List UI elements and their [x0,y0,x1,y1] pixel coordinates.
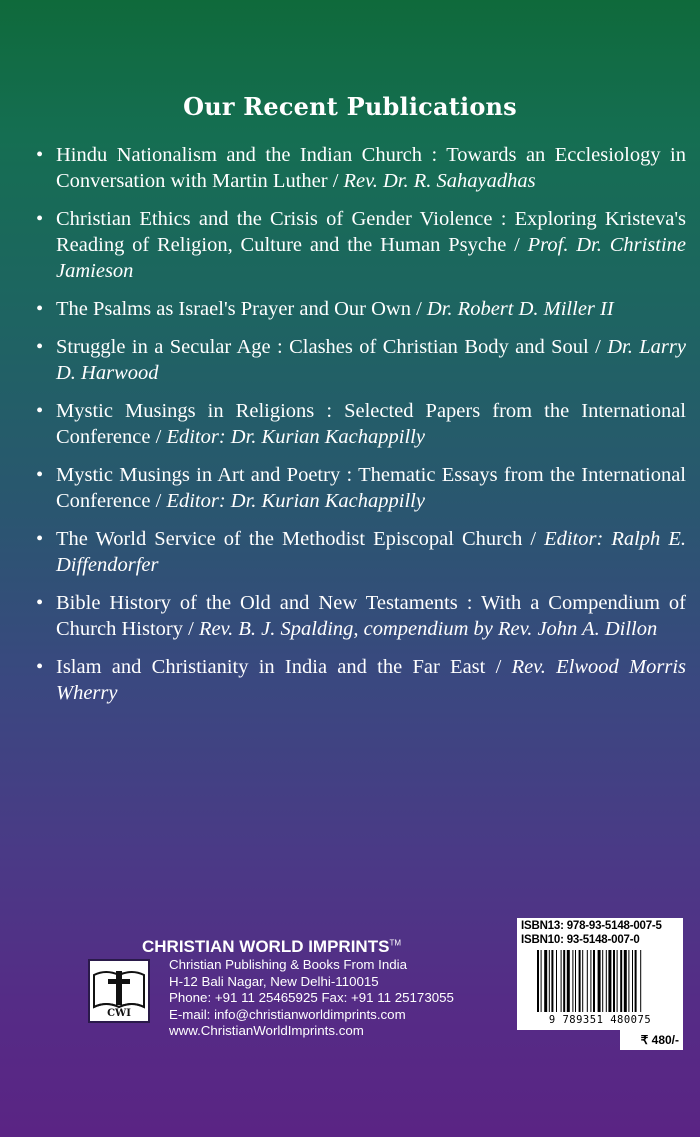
trademark: TM [389,938,401,948]
bullet: • [36,208,44,230]
publication-title: The World Service of the Methodist Episcopal Church [56,528,523,550]
price-tag: ₹ 480/- [620,1030,683,1050]
publisher-email: E-mail: info@christianworldimprints.com [169,1006,406,1022]
list-item [34,206,686,284]
separator: / [327,170,344,192]
publication-author: Rev. Dr. R. Sahayadhas [343,170,536,192]
publisher-address: H-12 Bali Nagar, New Delhi-110015 [169,973,379,989]
isbn-block [517,918,683,1030]
separator: / [182,618,199,640]
separator: / [522,528,545,550]
bullet: • [36,144,44,166]
publication-title: Christian Ethics and the Crisis of Gender Violence : Exploring Kristeva's Reading of Religion, Culture and the Human Psyche [56,208,686,256]
barcode-icon [537,950,665,1012]
publication-title: Mystic Musings in Religions : Selected Papers from the International Conference [56,400,686,448]
separator: / [588,336,608,358]
list-item [34,462,686,514]
publication-title: Bible History of the Old and New Testaments : With a Compendium of Church History [56,592,686,640]
barcode-digits: 9 789351 480075 [548,1014,652,1026]
isbn10: ISBN10: 93-5148-007-0 [521,934,640,946]
list-item [34,590,686,642]
list-item [34,334,686,386]
publication-author: Dr. Larry D. Harwood [56,336,686,384]
list-item [34,654,686,706]
separator: / [150,490,167,512]
publication-title: The Psalms as Israel's Prayer and Our Own [56,298,411,320]
publication-author: Rev. Elwood Morris Wherry [56,656,686,704]
separator: / [485,656,512,678]
list-item [34,398,686,450]
publication-title: Mystic Musings in Art and Poetry : Thematic Essays from the International Conference [56,464,686,512]
isbn13: ISBN13: 978-93-5148-007-5 [521,920,662,932]
publication-author: Editor: Dr. Kurian Kachappilly [166,490,425,512]
publisher-tagline: Christian Publishing & Books From India [169,957,407,972]
bullet: • [36,464,44,486]
publisher-website: www.ChristianWorldImprints.com [169,1023,364,1038]
publication-list [34,142,686,718]
logo-text: CWI [107,1008,131,1019]
publisher-contact [169,957,509,1040]
publisher-logo [88,959,150,1023]
list-item [34,142,686,194]
bullet: • [36,298,44,320]
bullet: • [36,336,44,358]
publication-title: Hindu Nationalism and the Indian Church : Towards an Ecclesiology in Conversation with Martin Luther [56,144,686,192]
publication-author: Prof. Dr. Christine Jamieson [56,234,687,282]
bullet: • [36,400,44,422]
separator: / [150,426,167,448]
publisher-name: CHRISTIAN WORLD IMPRINTS™ [142,937,401,956]
publication-title: Islam and Christianity in India and the Far East [56,656,486,678]
page-title: Our Recent Publications [183,92,517,121]
list-item [34,526,686,578]
bullet: • [36,656,44,678]
publication-author: Rev. B. J. Spalding, compendium by Rev. John A. Dillon [198,618,658,640]
publication-author: Dr. Robert D. Miller II [426,298,614,320]
bullet: • [36,592,44,614]
publication-title: Struggle in a Secular Age : Clashes of Christian Body and Soul [56,336,589,358]
separator: / [410,298,427,320]
publication-author: Editor: Dr. Kurian Kachappilly [166,426,425,448]
list-item [34,296,686,322]
publisher-phone: Phone: +91 11 25465925 Fax: +91 11 25173055 [169,990,454,1005]
separator: / [506,234,528,256]
bullet: • [36,528,44,550]
publication-author: Editor: Ralph E. Diffendorfer [56,528,686,576]
